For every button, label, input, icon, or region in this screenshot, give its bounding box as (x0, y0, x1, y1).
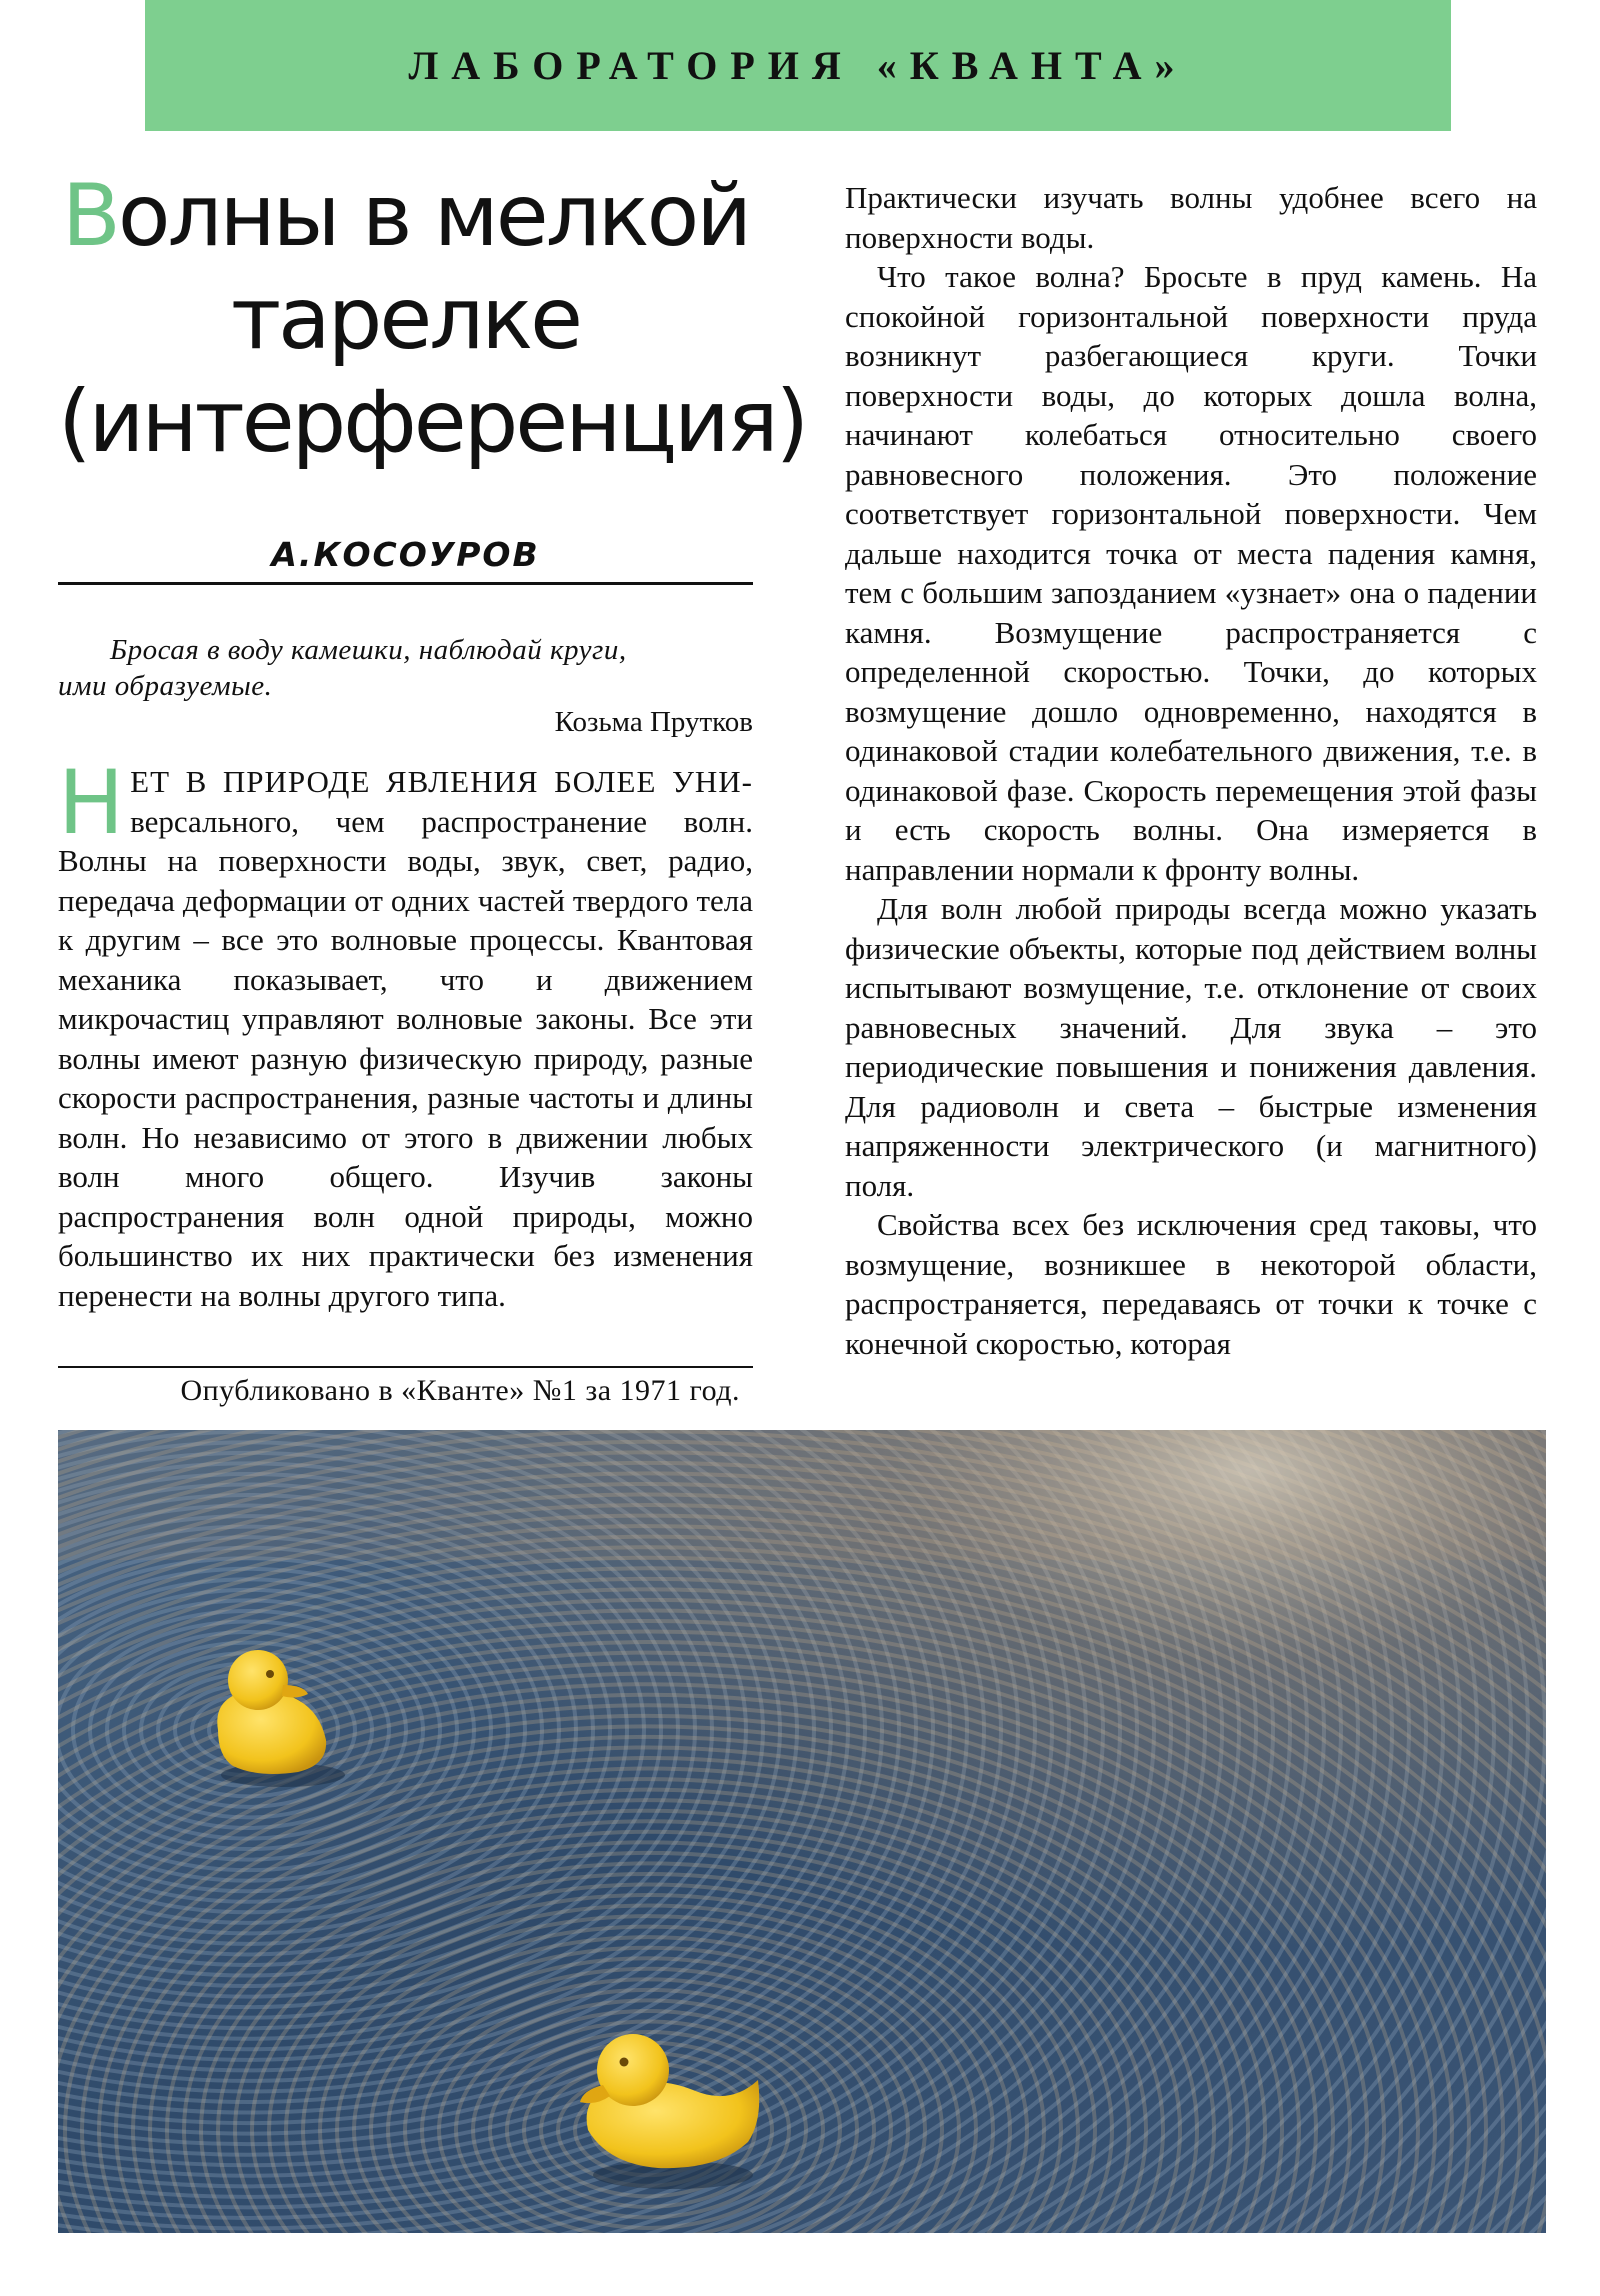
lead-in: ЕТ В ПРИРОДЕ ЯВЛЕНИЯ БОЛЕЕ УНИ- (130, 764, 753, 799)
left-body-text: версального, чем распространение волн. Волны на поверхности воды, звук, свет, радио, передача деформации от одних частей твердого тела к другим – все это волновые процессы. Квантовая механика показывает, что и движением микрочастиц управляют волновые законы. Все эти волны имеют разную физическую природу, разные скорости распространения, разные частоты и длины волн. Но независимо от этого в движении любых волн много общего. Изучив законы распространения волн одной природы, можно большинство их них практически без изменения перенести на волны другого типа. (58, 803, 753, 1313)
divider-bottom (58, 1366, 753, 1368)
epigraph (58, 632, 753, 704)
interference-photo (58, 1430, 1546, 2233)
epigraph-line-1: Бросая в воду камешки, наблюдай круги, (110, 634, 627, 666)
title-initial: В (61, 166, 118, 266)
published-note: Опубликовано в «Кванте» №1 за 1971 год. (180, 1374, 740, 1407)
epigraph-author: Козьма Прутков (554, 706, 753, 738)
paragraph: Что такое волна? Бросьте в пруд камень. На спокойной горизонтальной поверхности пруда возникнут разбегающиеся круги. Точки поверхности воды, до которых дошла волна, начинают колебаться относительно своего равновесного положения. Это положение соответствует горизонтальной поверхности. Чем дальше находится точка от места падения камня, тем с большим запозданием «узнает» она о падении камня. Возмущение распространяется с определенной скоростью. Точки, до которых возмущение дошло одновременно, находятся в одинаковой стадии колебательного движения, т.е. в одинаковой фазе. Скорость перемещения этой фазы и есть скорость волны. Она измеряется в направлении нормали к фронту волны. (845, 259, 1537, 887)
section-title: ЛАБОРАТОРИЯ «КВАНТА» (408, 43, 1188, 88)
paragraph: Для волн любой природы всегда можно указать физические объекты, которые под действием волны испытывают возмущение, т.е. отклонение от своих равновесных значений. Для звука – это периодические повышения и понижения давления. Для радиоволн и света – быстрые изменения напряженности электрического (и магнитного) поля. (845, 891, 1537, 1203)
title-line-3: (интерференция) (58, 372, 807, 472)
article-title (58, 165, 807, 474)
drop-cap: Н (58, 751, 125, 854)
author-name: А.КОСОУРОВ (271, 535, 540, 574)
title-line-2: тарелке (230, 269, 581, 369)
divider (58, 582, 753, 585)
paragraph: Свойства всех без исключения сред таковы, что возмущение, возникшее в некоторой области, распространяется, передаваясь от точки к точке с конечной скоростью, которая (845, 1207, 1537, 1361)
left-column (58, 751, 753, 1315)
title-line-1: олны в мелкой (117, 166, 750, 266)
right-column (845, 178, 1537, 1363)
epigraph-line-2: ими образуемые. (58, 670, 273, 702)
water-waves-image (58, 1430, 1546, 2233)
section-banner (145, 0, 1451, 131)
paragraph: Практически изучать волны удобнее всего на поверхности воды. (845, 180, 1537, 255)
